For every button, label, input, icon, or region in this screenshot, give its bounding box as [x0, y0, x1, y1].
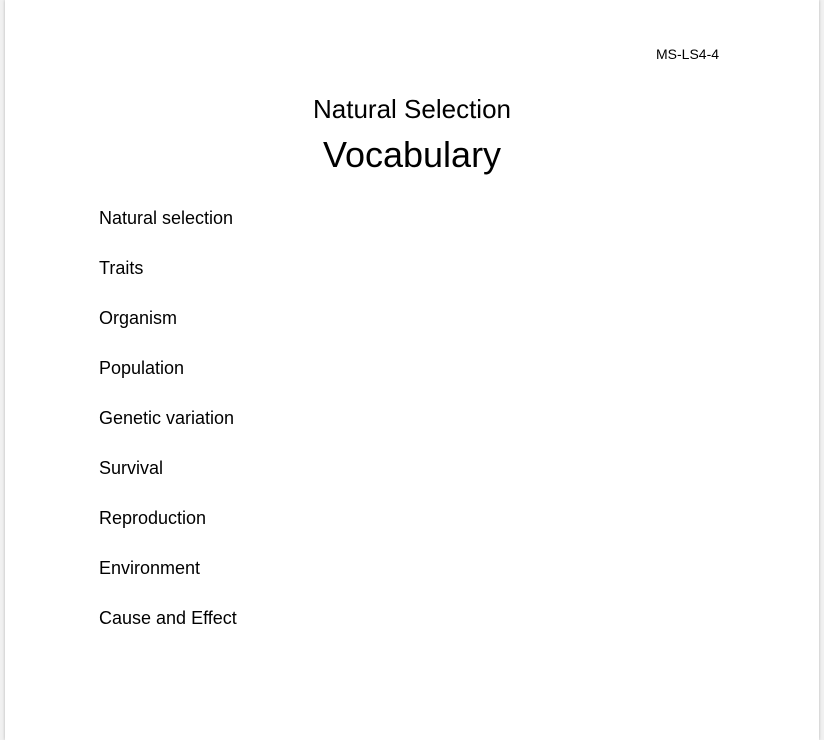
document-page — [5, 0, 819, 740]
vocabulary-term: Survival — [99, 458, 164, 478]
document-subject: Natural Selection — [313, 94, 511, 124]
vocabulary-term: Traits — [99, 258, 144, 278]
vocabulary-term: Natural selection — [99, 208, 234, 228]
vocabulary-term: Environment — [99, 558, 201, 578]
vocabulary-term: Reproduction — [99, 508, 207, 528]
standard-code: MS-LS4-4 — [656, 46, 720, 62]
vocabulary-term: Organism — [99, 308, 178, 328]
page-title: Vocabulary — [322, 134, 502, 175]
vocabulary-term: Genetic variation — [99, 408, 235, 428]
vocabulary-list — [99, 207, 237, 657]
vocabulary-term: Population — [99, 358, 185, 378]
vocabulary-term: Cause and Effect — [99, 608, 237, 628]
